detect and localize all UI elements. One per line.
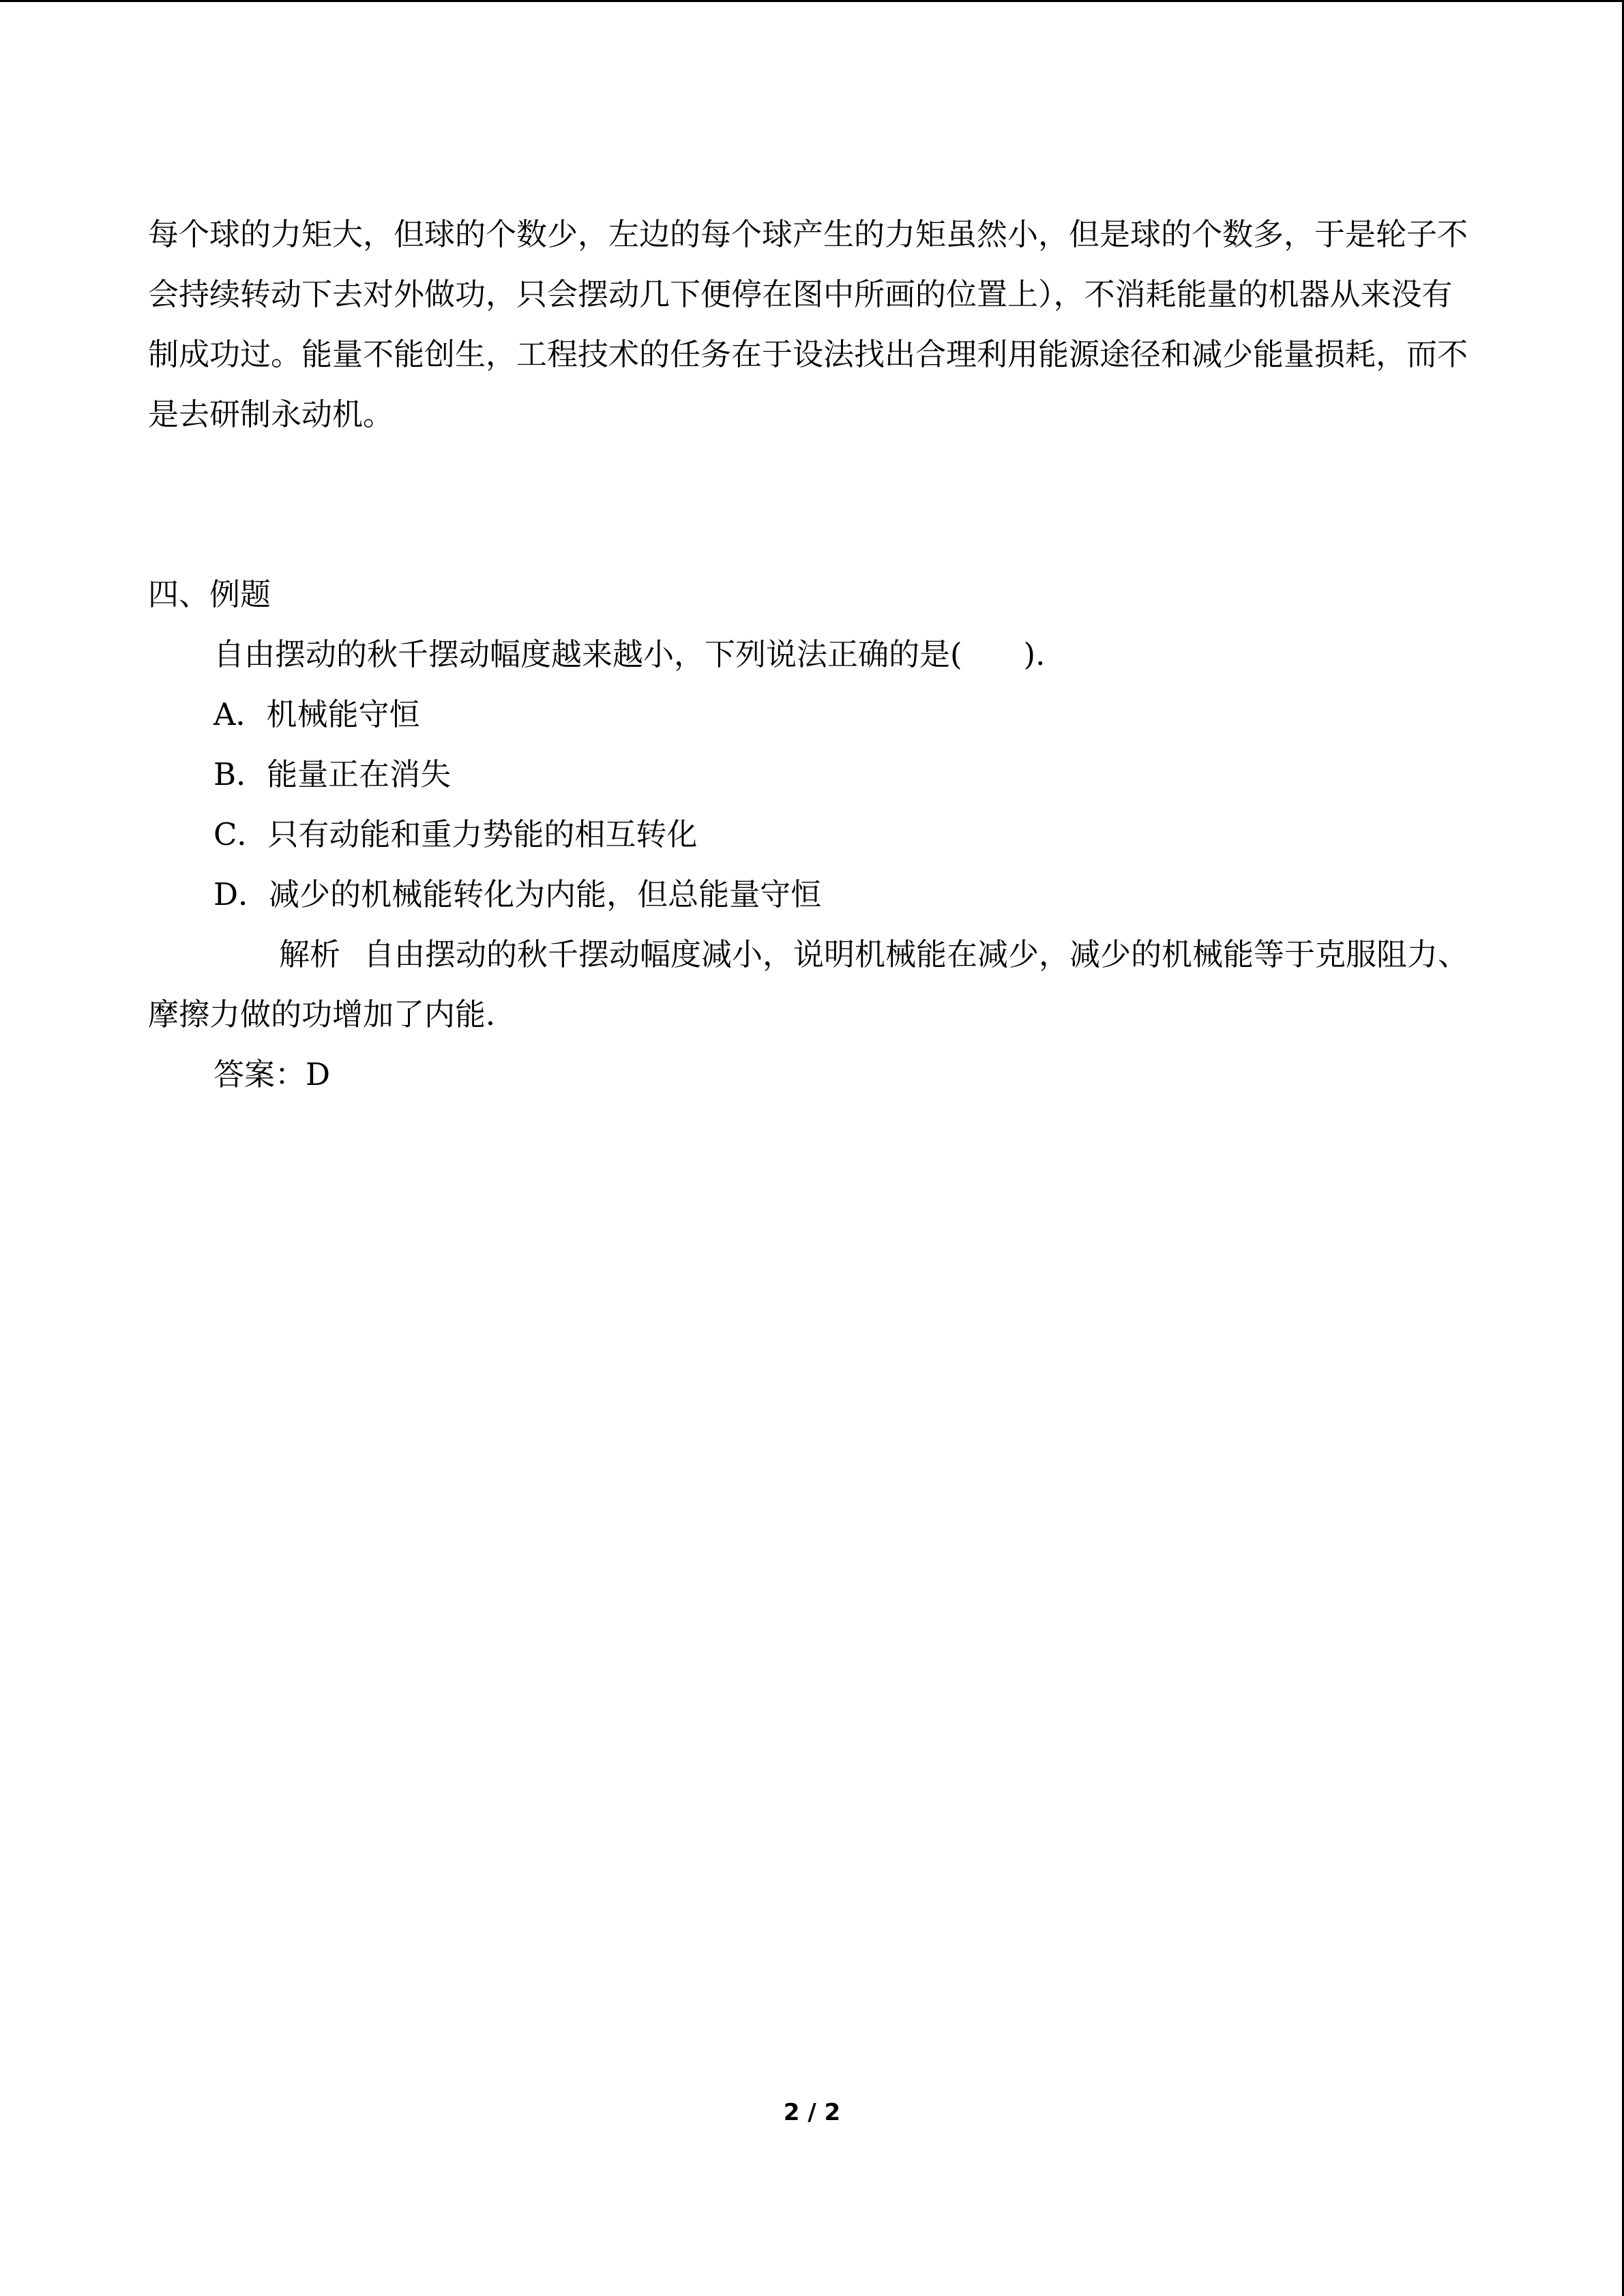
option-d: D．减少的机械能转化为内能，但总能量守恒 <box>213 876 822 912</box>
continued-paragraph: 每个球的力矩大，但球的个数少，左边的每个球产生的力矩虽然小，但是球的个数多，于是轮子不会持续转动下去对外做功，只会摆动几下便停在图中所画的位置上），不消耗能量的机器从来没有制成功过。能量不能创生，工程技术的任务在于设法找出合理利用能源途径和减少能量损耗，而不是去研制永动机。 <box>148 216 1468 432</box>
option-c: C．只有动能和重力势能的相互转化 <box>213 816 698 852</box>
analysis-text: 自由摆动的秋千摆动幅度减小，说明机械能在减少，减少的机械能等于克服阻力、摩擦力做的功增加了内能． <box>148 936 1469 1032</box>
page-number: 2 / 2 <box>783 2099 841 2126</box>
question-stem: 自由摆动的秋千摆动幅度越来越小，下列说法正确的是( ). <box>213 636 1046 672</box>
answer-line: 答案：D <box>213 1056 331 1092</box>
option-a: A．机械能守恒 <box>213 696 420 732</box>
analysis-paragraph <box>148 925 1478 1045</box>
analysis-label: 解析 <box>279 936 341 972</box>
option-b: B．能量正在消失 <box>213 756 452 792</box>
section-heading: 四、例题 <box>148 576 271 612</box>
page-border-top <box>0 0 1624 2</box>
